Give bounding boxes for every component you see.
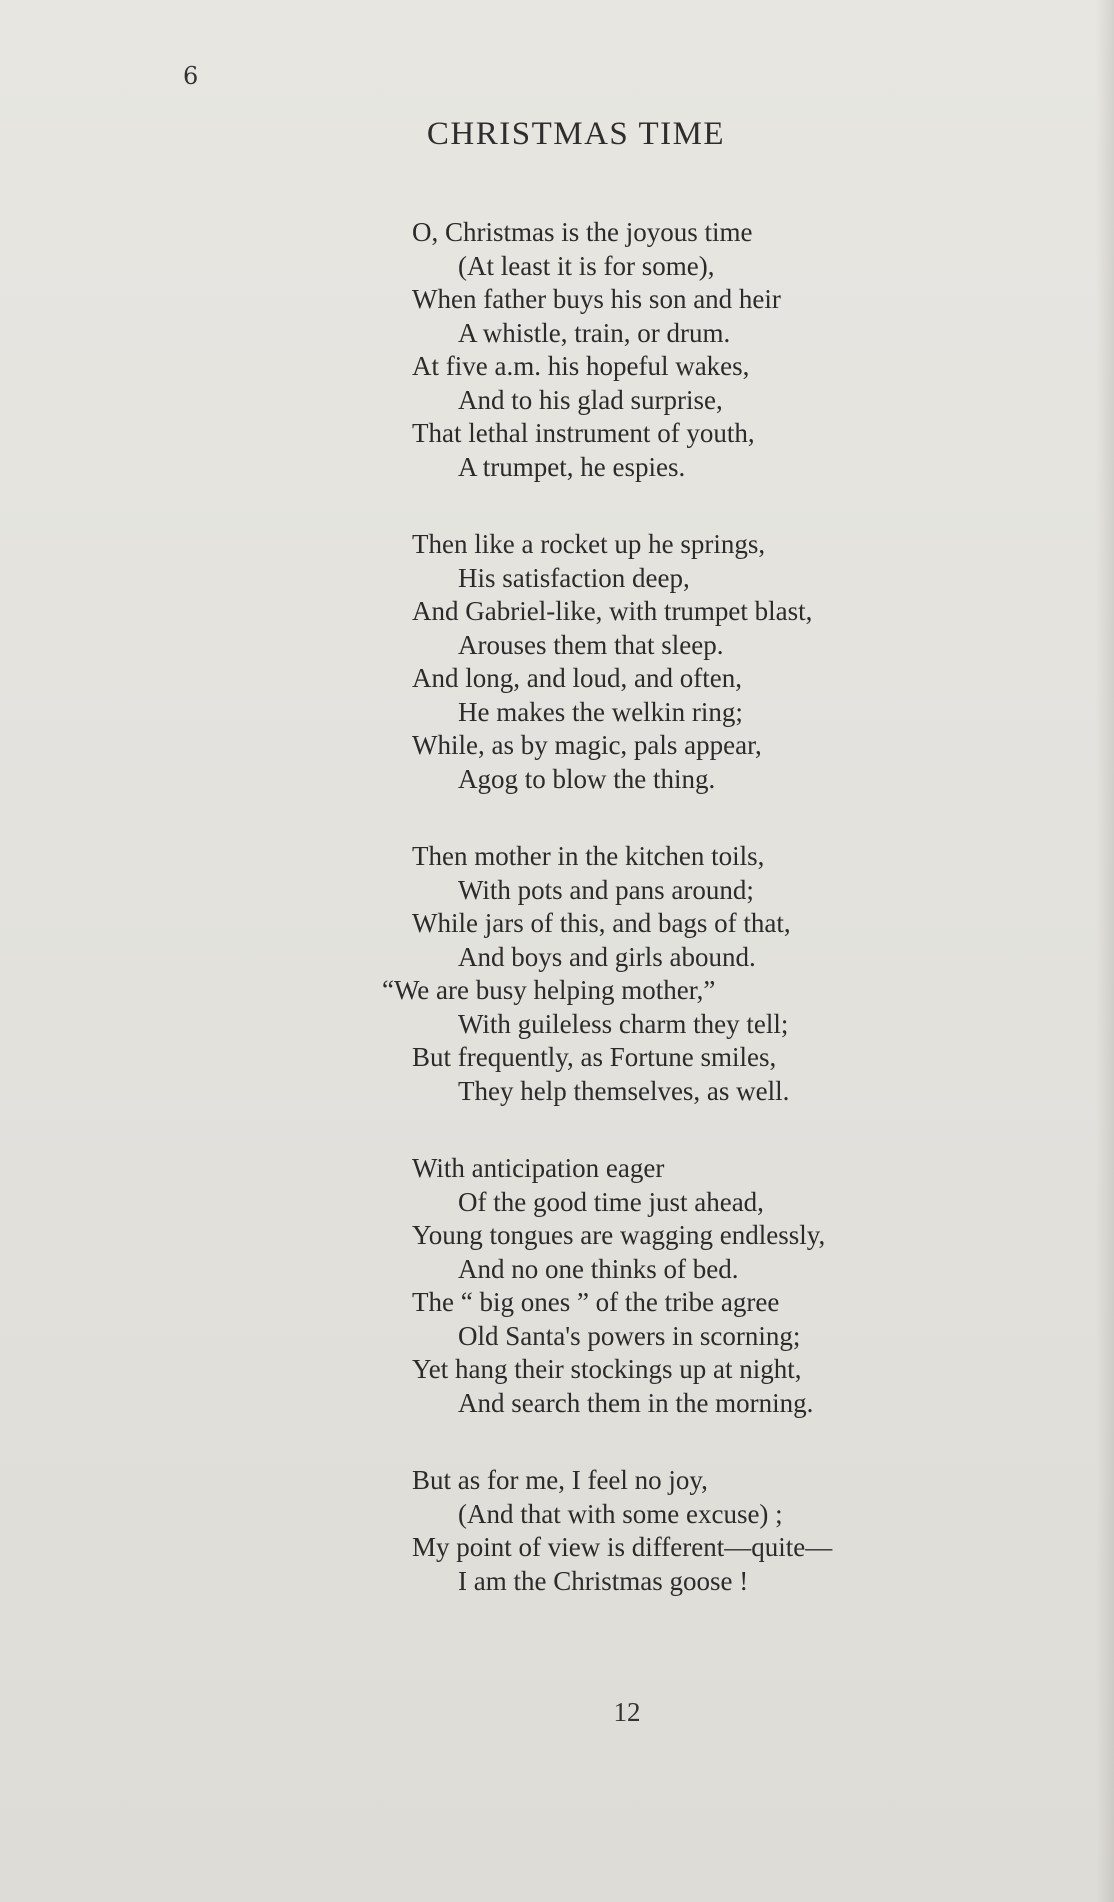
poem-line: And search them in the morning. <box>458 1387 814 1418</box>
poem-line: A whistle, train, or drum. <box>458 317 731 348</box>
poem-line: With pots and pans around; <box>458 874 754 905</box>
stanza-4 <box>412 1152 932 1420</box>
poem-line: While jars of this, and bags of that, <box>412 908 791 938</box>
poem-line: His satisfaction deep, <box>458 562 690 593</box>
poem-line: With anticipation eager <box>412 1153 665 1183</box>
poem-line: But frequently, as Fortune smiles, <box>412 1042 777 1072</box>
poem-line: At five a.m. his hopeful wakes, <box>412 351 750 381</box>
poem-line: Of the good time just ahead, <box>458 1186 764 1217</box>
poem-line: The “ big ones ” of the tribe agree <box>412 1287 780 1317</box>
poem-line: That lethal instrument of youth, <box>412 418 755 448</box>
poem-line: They help themselves, as well. <box>458 1075 790 1106</box>
poem-line: Young tongues are wagging endlessly, <box>412 1220 826 1250</box>
poem-line: Then like a rocket up he springs, <box>412 529 766 559</box>
poem-line: A trumpet, he espies. <box>458 451 686 482</box>
poem-line: Yet hang their stockings up at night, <box>412 1354 802 1384</box>
page-number-bottom: 12 <box>613 1697 641 1727</box>
stanza-2 <box>412 528 932 796</box>
poem-line: When father buys his son and heir <box>412 284 781 314</box>
poem-line: (At least it is for some), <box>458 250 715 281</box>
poem-title: CHRISTMAS TIME <box>426 116 726 152</box>
poem-line: While, as by magic, pals appear, <box>412 730 762 760</box>
page-number-top: 6 <box>183 62 199 90</box>
poem-line: My point of view is different—quite— <box>412 1532 833 1562</box>
page-edge-shadow <box>1096 0 1114 1902</box>
poem-line: He makes the welkin ring; <box>458 696 743 727</box>
poem-line: And long, and loud, and often, <box>412 663 742 693</box>
poem-line: And no one thinks of bed. <box>458 1253 739 1284</box>
stanza-5 <box>412 1464 932 1598</box>
poem-line: And to his glad surprise, <box>458 384 723 415</box>
poem-body <box>382 216 932 1642</box>
stanza-1 <box>412 216 932 484</box>
poem-line: And Gabriel-like, with trumpet blast, <box>412 596 813 626</box>
poem-line: But as for me, I feel no joy, <box>412 1465 708 1495</box>
poem-line: And boys and girls abound. <box>458 941 756 972</box>
poem-line: Arouses them that sleep. <box>458 629 724 660</box>
poem-line: I am the Christmas goose ! <box>458 1565 749 1596</box>
poem-line: With guileless charm they tell; <box>458 1008 789 1039</box>
poem-line: Agog to blow the thing. <box>458 763 716 794</box>
poem-line: O, Christmas is the joyous time <box>412 217 753 247</box>
poem-line: Then mother in the kitchen toils, <box>412 841 765 871</box>
poem-line: “We are busy helping mother,” <box>382 975 716 1005</box>
stanza-3 <box>382 840 932 1108</box>
poem-line: (And that with some excuse) ; <box>458 1498 783 1529</box>
poem-line: Old Santa's powers in scorning; <box>458 1320 801 1351</box>
